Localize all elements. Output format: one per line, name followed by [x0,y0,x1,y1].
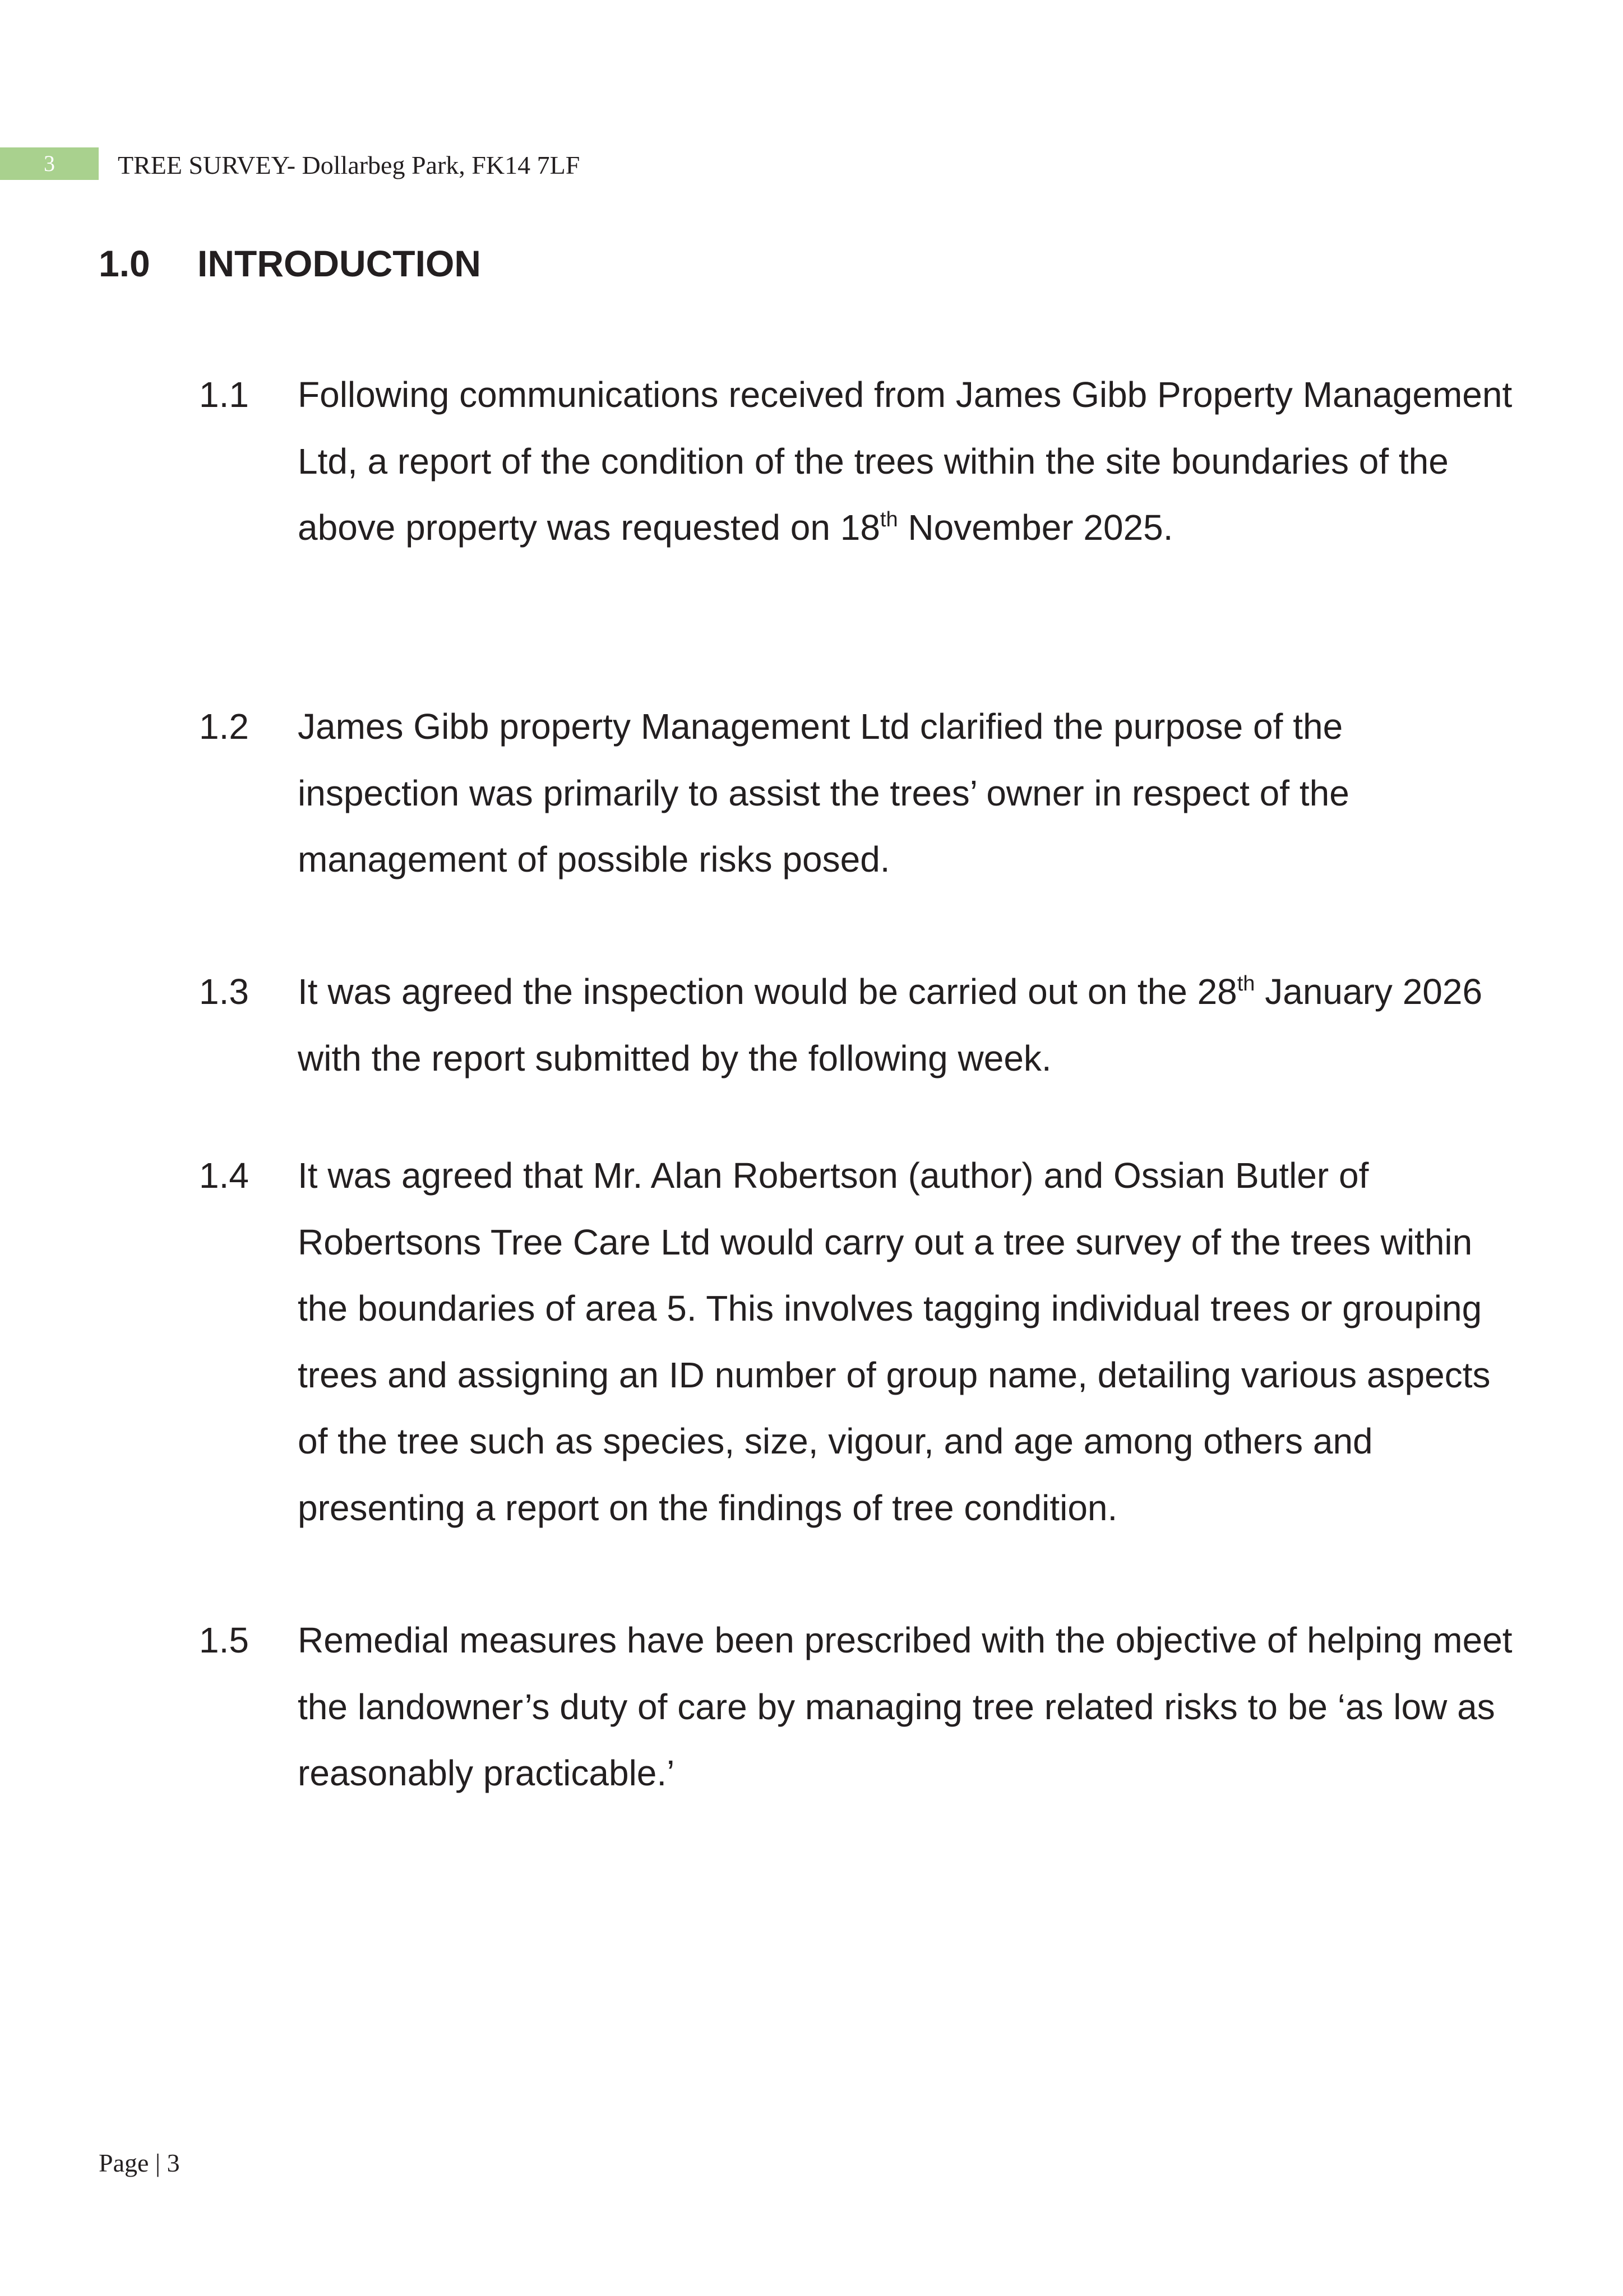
paragraph-1-2 [199,693,1533,893]
section-number: 1.0 [99,243,150,284]
paragraph-text-part: January 2026 with the report submitted by the following week. [298,971,1483,1078]
paragraph-text-part: Remedial measures have been prescribed with the objective of helping meet the landowner’s duty of care by managing tree related risks to be ‘as low as reasonably practicable.’ [298,1620,1513,1793]
paragraph-text-part: Following communications received from James Gibb Property Management Ltd, a report of the condition of the trees within the site boundaries of the above property was requested on 18 [298,374,1513,548]
paragraph-text [298,1607,1514,1807]
paragraph-1-1 [199,362,1533,561]
paragraph-text-part: It was agreed the inspection would be carried out on the 28 [298,971,1237,1012]
paragraph-number: 1.4 [199,1155,249,1196]
page-number-tab: 3 [0,147,99,180]
paragraph-1-5 [199,1607,1533,1807]
paragraph-text [298,1142,1514,1541]
paragraph-text-part: November 2025. [898,507,1173,548]
paragraph-number: 1.3 [199,971,249,1012]
paragraph-text-part: James Gibb property Management Ltd clarified the purpose of the inspection was primarily to assist the trees’ owner in respect of the management of possible risks posed. [298,706,1349,879]
paragraph-1-4 [199,1142,1533,1541]
paragraph-number: 1.1 [199,374,249,415]
page-footer: Page | 3 [99,2149,180,2177]
ordinal-superscript: th [880,508,898,531]
section-title: INTRODUCTION [197,243,481,284]
paragraph-number: 1.2 [199,706,249,747]
running-header-title: TREE SURVEY- Dollarbeg Park, FK14 7LF [118,151,580,179]
paragraph-number: 1.5 [199,1620,249,1660]
paragraph-text-part: It was agreed that Mr. Alan Robertson (author) and Ossian Butler of Robertsons Tree Care Ltd would carry out a tree survey of the trees within the boundaries of area 5. This involves tagging individual trees or grouping trees and assigning an ID number of group name, detailing various aspects of the tree such as species, size, vigour, and age among others and presenting a report on the findings of tree condition. [298,1155,1491,1528]
paragraph-text [298,362,1514,561]
section-heading [99,240,481,287]
paragraph-text [298,693,1514,893]
paragraph-1-3 [199,959,1533,1091]
paragraph-text [298,959,1514,1091]
ordinal-superscript: th [1237,972,1255,996]
